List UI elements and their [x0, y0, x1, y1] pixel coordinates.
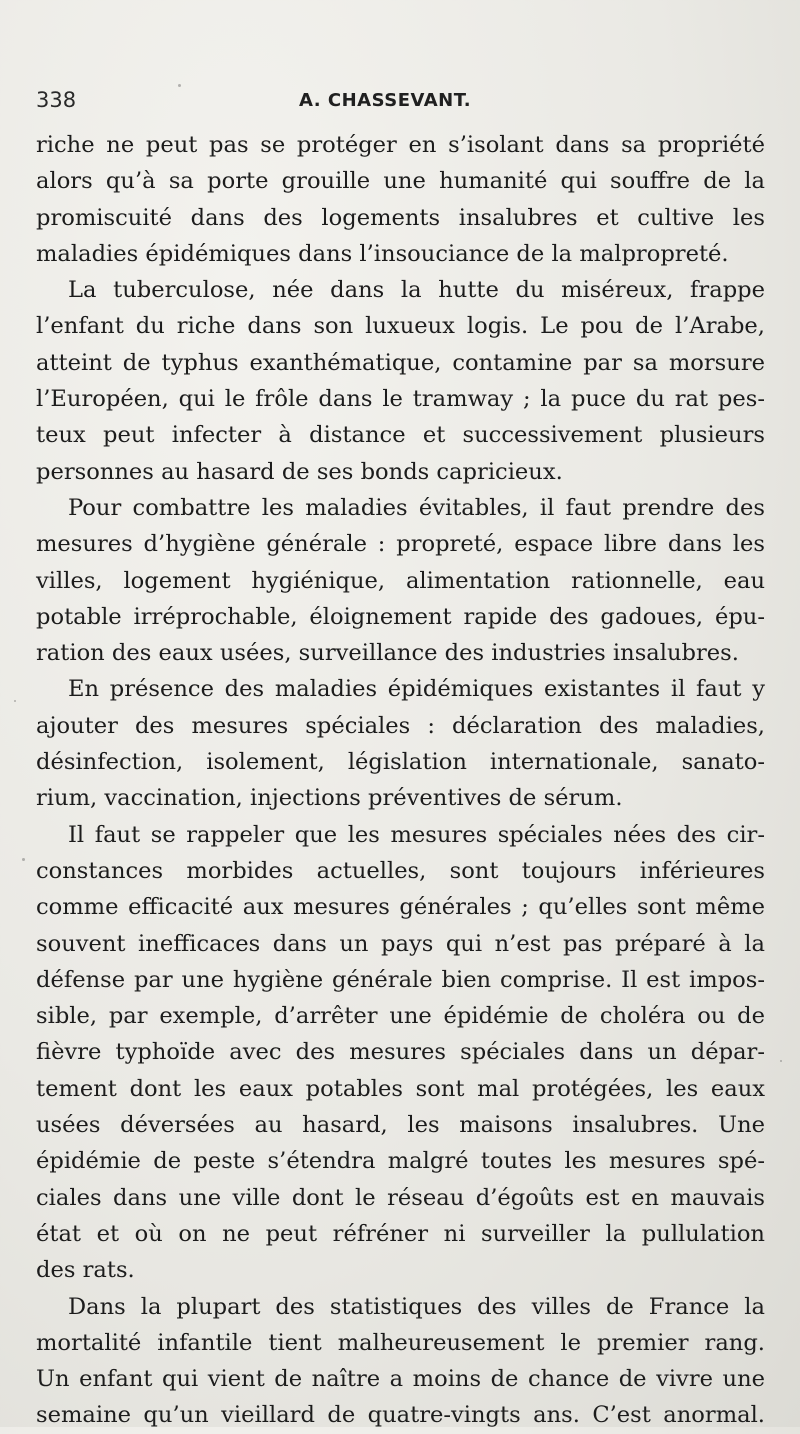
- text-line: rium, vaccination, injections préventives de sérum.: [36, 785, 623, 812]
- text-line: fièvre typhoïde avec des mesures spéciales dans un dépar-: [36, 1039, 765, 1066]
- text-line: l’Européen, qui le frôle dans le tramway ; la puce du rat pes-: [36, 386, 765, 413]
- text-line: maladies épidémiques dans l’insouciance de la malpropreté.: [36, 240, 729, 267]
- text-line: Dans la plupart des statistiques des villes de France la: [68, 1293, 765, 1320]
- page-number: 338: [36, 88, 77, 112]
- text-line: alors qu’à sa porte grouille une humanité qui souffre de la: [36, 168, 765, 195]
- text-line: semaine qu’un vieillard de quatre-vingts ans. C’est anormal.: [36, 1402, 765, 1429]
- text-line: tement dont les eaux potables sont mal protégées, les eaux: [36, 1075, 765, 1102]
- text-line: personnes au hasard de ses bonds capricieux.: [36, 458, 563, 485]
- paragraph: [36, 1289, 765, 1434]
- text-line: Il faut se rappeler que les mesures spéciales nées des cir-: [68, 821, 765, 848]
- text-line: épidémie de peste s’étendra malgré toutes les mesures spé-: [36, 1148, 765, 1175]
- paper-speck: [780, 1060, 782, 1062]
- text-line: riche ne peut pas se protéger en s’isolant dans sa propriété: [36, 132, 765, 158]
- text-line: l’enfant du riche dans son luxueux logis. Le pou de l’Arabe,: [36, 313, 765, 340]
- paragraph: [36, 490, 765, 671]
- text-line: souvent inefficaces dans un pays qui n’est pas préparé à la: [36, 930, 765, 957]
- text-line: villes, logement hygiénique, alimentation rationnelle, eau: [36, 567, 765, 594]
- text-line: sible, par exemple, d’arrêter une épidémie de choléra ou de: [36, 1003, 765, 1030]
- text-line: constances morbides actuelles, sont toujours inférieures: [36, 857, 765, 884]
- text-line: état et où on ne peut réfréner ni surveiller la pullulation: [36, 1220, 765, 1247]
- paragraph: [36, 272, 765, 490]
- paragraph: [36, 127, 765, 272]
- paragraph: [36, 817, 765, 1289]
- text-line: ration des eaux usées, surveillance des industries insalubres.: [36, 640, 739, 667]
- text-line: des rats.: [36, 1257, 135, 1284]
- text-line: ajouter des mesures spéciales : déclaration des maladies,: [36, 712, 765, 739]
- paragraph: [36, 671, 765, 816]
- paper-speck: [178, 84, 181, 87]
- text-line: comme efficacité aux mesures générales ; qu’elles sont même: [36, 894, 765, 921]
- text-line: ciales dans une ville dont le réseau d’égoûts est en mauvais: [36, 1184, 765, 1211]
- text-line: désinfection, isolement, législation internationale, sanato-: [36, 749, 765, 776]
- text-line: défense par une hygiène générale bien comprise. Il est impos-: [36, 966, 765, 993]
- text-line: potable irréprochable, éloignement rapide des gadoues, épu-: [36, 603, 765, 630]
- text-line: Un enfant qui vient de naître a moins de chance de vivre une: [36, 1366, 765, 1393]
- text-line: En présence des maladies épidémiques existantes il faut y: [68, 676, 765, 703]
- paper-speck: [14, 700, 16, 702]
- text-line: atteint de typhus exanthématique, contamine par sa morsure: [36, 349, 765, 376]
- text-line: mesures d’hygiène générale : propreté, espace libre dans les: [36, 531, 765, 558]
- text-line: teux peut infecter à distance et successivement plusieurs: [36, 422, 765, 449]
- page-header: [36, 88, 766, 118]
- running-title: A. CHASSEVANT.: [299, 90, 472, 111]
- text-line: La tuberculose, née dans la hutte du miséreux, frappe: [68, 277, 765, 304]
- text-line: usées déversées au hasard, les maisons insalubres. Une: [36, 1112, 765, 1139]
- text-line: promiscuité dans des logements insalubres et cultive les: [36, 204, 765, 231]
- text-line: mortalité infantile tient malheureusement le premier rang.: [36, 1329, 765, 1356]
- paper-speck: [22, 858, 25, 861]
- body-text: [36, 127, 765, 1434]
- text-line: Pour combattre les maladies évitables, il faut prendre des: [68, 494, 765, 521]
